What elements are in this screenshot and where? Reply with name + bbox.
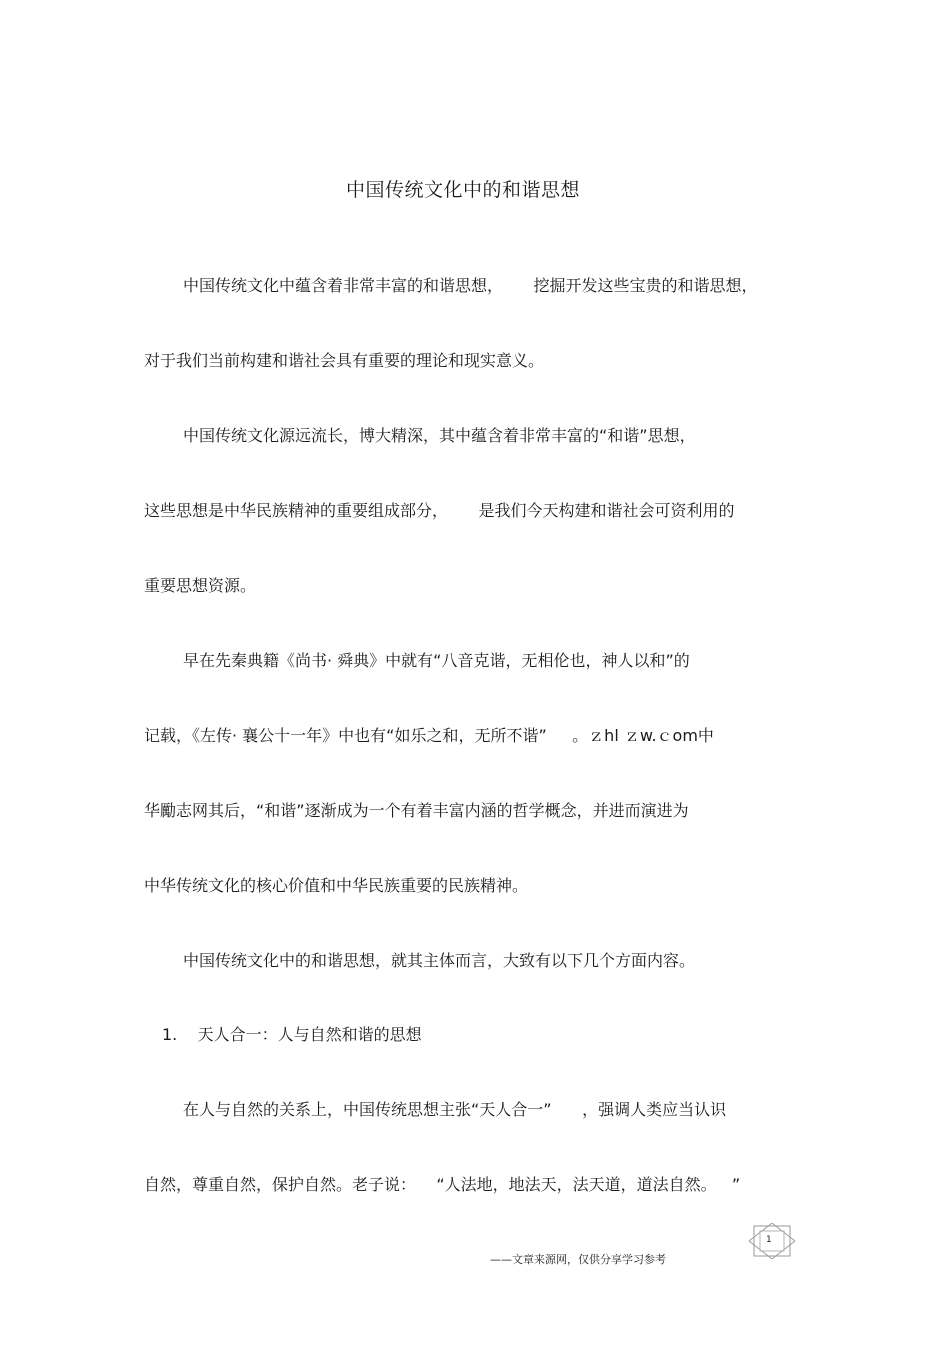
paragraph-line: 这些思想是中华民族精神的重要组成部分， 是我们今天构建和谐社会可资利用的 bbox=[144, 501, 735, 520]
paragraph-line: 早在先秦典籍《尚书· 舜典》中就有“八音克谐，无相伦也，神人以和”的 bbox=[183, 651, 690, 670]
paragraph-line: 中国传统文化源远流长，博大精深，其中蕴含着非常丰富的“和谐”思想， bbox=[183, 426, 696, 445]
paragraph-line: 对于我们当前构建和谐社会具有重要的理论和现实意义。 bbox=[144, 351, 545, 370]
page-badge-icon bbox=[749, 1223, 795, 1259]
page-number: 1 bbox=[766, 1235, 772, 1245]
section-heading: 1. 天人合一：人与自然和谐的思想 bbox=[162, 1025, 422, 1044]
paragraph-line: 中国传统文化中的和谐思想，就其主体而言，大致有以下几个方面内容。 bbox=[183, 951, 696, 970]
paragraph-line: 重要思想资源。 bbox=[144, 576, 257, 595]
paragraph-line: 中华传统文化的核心价值和中华民族重要的民族精神。 bbox=[144, 876, 529, 895]
paragraph-line: 记载，《左传· 襄公十一年》中也有“如乐之和，无所不谐” 。ｚhl ｚw.ｃom中 bbox=[144, 726, 714, 745]
paragraph-line: 在人与自然的关系上，中国传统思想主张“天人合一” ，强调人类应当认识 bbox=[183, 1100, 727, 1119]
footer-source-note: ——文章来源网，仅供分享学习参考 bbox=[490, 1253, 666, 1266]
document-title: 中国传统文化中的和谐思想 bbox=[345, 179, 580, 201]
paragraph-line: 中国传统文化中蕴含着非常丰富的和谐思想， 挖掘开发这些宝贵的和谐思想， bbox=[183, 276, 758, 295]
paragraph-line: 自然，尊重自然，保护自然。老子说： “人法地，地法天，法天道，道法自然。 ” bbox=[144, 1175, 741, 1194]
paragraph-line: 华勵志网其后，“和谐”逐渐成为一个有着丰富内涵的哲学概念，并进而演进为 bbox=[144, 801, 689, 820]
